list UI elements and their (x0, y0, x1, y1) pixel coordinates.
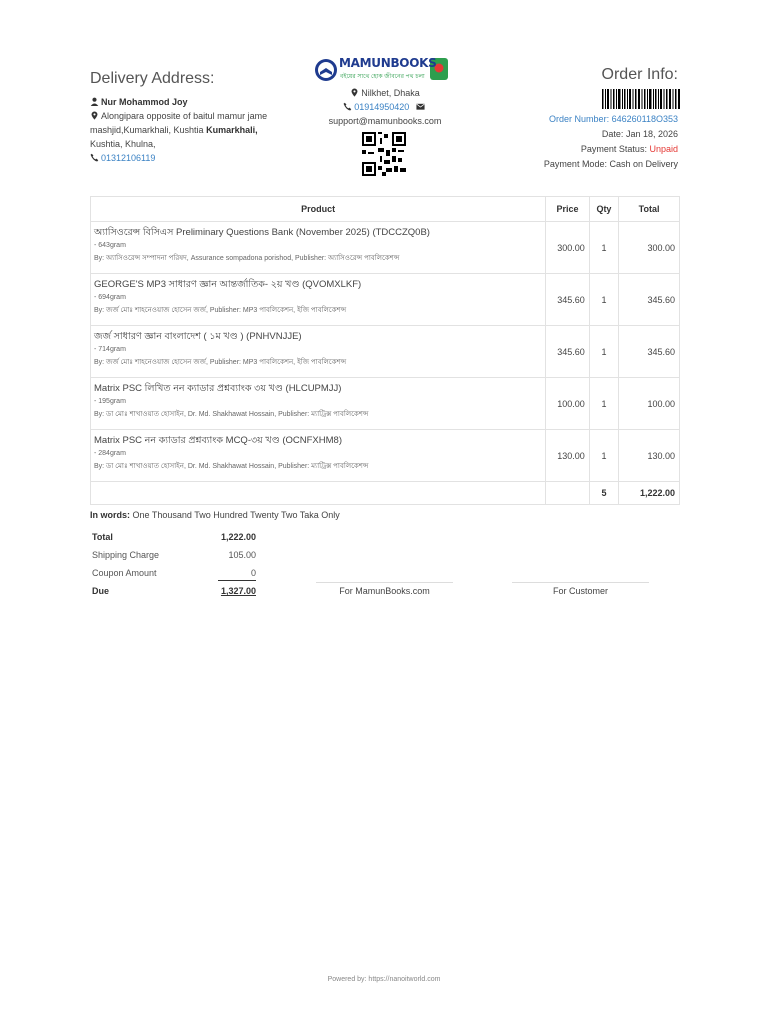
qty-cell: 1 (589, 274, 618, 326)
payment-status: Unpaid (649, 144, 678, 154)
total-value: 1,222.00 (220, 532, 256, 542)
qty-cell: 1 (589, 378, 618, 430)
store-phone: 01914950420 (354, 102, 410, 112)
product-title-en: (OCNFXHM8) (282, 435, 342, 446)
product-author: By: অ্যাসিওরেন্স সম্পাদনা পরিষদ, Assurance sompadona porishod, Publisher: অ্যাসিওরেন্স পাবলিকেশন্স (94, 255, 400, 262)
total-label: Total (92, 532, 113, 542)
qr-code (362, 132, 406, 176)
product-author: By: ডা মোঃ শাখাওয়াত হোসাইন, Dr. Md. Shakhawat Hossain, Publisher: ম্যাট্রিক্স পাবলিকেশন্স (94, 463, 369, 470)
in-words-label: In words: (90, 510, 130, 520)
shipping-value: 105.00 (228, 550, 256, 560)
product-weight: - 694gram (94, 294, 126, 301)
product-title-en: Preliminary Questions Bank (November 2025) (TDCCZQ0B) (176, 227, 430, 238)
total-cell: 300.00 (619, 222, 680, 274)
product-title-bn: Matrix PSC নন ক্যাডার প্রশ্নব্যাংক MCQ-৩য় খণ্ড (94, 435, 280, 446)
payment-status-line (478, 142, 678, 157)
store-logo-text: MAMUNBOOKS (339, 56, 437, 70)
phone-icon (90, 153, 99, 162)
total-cell: 130.00 (619, 430, 680, 482)
subtotal-divider (218, 580, 256, 581)
payment-mode-line (478, 157, 678, 172)
total-row (90, 528, 260, 546)
header-product: Product (91, 197, 546, 222)
price-cell: 345.60 (546, 326, 590, 378)
qty-cell: 1 (589, 326, 618, 378)
product-weight: - 643gram (94, 242, 126, 249)
delivery-address-block (90, 95, 290, 165)
customer-region: Kushtia, Khulna, (90, 139, 156, 149)
customer-signature-line (512, 582, 649, 583)
payment-mode-label: Payment Mode: (543, 159, 607, 169)
shipping-row (90, 546, 260, 564)
store-signature-line (316, 582, 453, 583)
product-author: By: জর্জ মোঃ শাহনেওয়াজ হোসেন জর্জ, Publisher: MP3 পাবলিকেশন, ইজি পাবলিকেশন্স (94, 307, 347, 314)
table-row (91, 326, 680, 378)
envelope-icon (416, 102, 425, 111)
table-row (91, 430, 680, 482)
order-number-line (478, 112, 678, 127)
summary-qty: 5 (589, 482, 618, 505)
qty-cell: 1 (589, 222, 618, 274)
product-cell (91, 222, 546, 274)
product-author: By: ডা মোঃ শাখাওয়াত হোসাইন, Dr. Md. Shakhawat Hossain, Publisher: ম্যাট্রিক্স পাবলিকেশন্স (94, 411, 369, 418)
map-marker-icon (90, 111, 99, 120)
items-table (90, 196, 680, 505)
customer-phone: 01312106119 (101, 153, 156, 163)
table-row (91, 222, 680, 274)
payment-mode: Cash on Delivery (609, 159, 678, 169)
header-total: Total (619, 197, 680, 222)
product-cell (91, 274, 546, 326)
store-logo (314, 54, 454, 86)
shipping-label: Shipping Charge (92, 550, 160, 560)
barcode (602, 89, 680, 109)
total-cell: 345.60 (619, 326, 680, 378)
table-summary-row (91, 482, 680, 505)
coupon-label: Coupon Amount (92, 568, 157, 578)
amount-in-words (90, 510, 340, 520)
order-number: 646260118O353 (611, 114, 678, 124)
order-info-title: Order Info: (601, 66, 678, 83)
product-cell (91, 326, 546, 378)
header-price: Price (546, 197, 590, 222)
summary-total: 1,222.00 (619, 482, 680, 505)
product-title-bn: Matrix PSC লিখিত নন ক্যাডার প্রশ্নব্যাংক ৩য় খণ্ড (94, 383, 283, 394)
qty-cell: 1 (589, 430, 618, 482)
store-signature-label: For MamunBooks.com (339, 586, 430, 596)
in-words-value: One Thousand Two Hundred Twenty Two Taka Only (132, 510, 340, 520)
order-info-block (478, 112, 678, 172)
product-weight: - 195gram (94, 398, 126, 405)
price-cell: 345.60 (546, 274, 590, 326)
order-date: Jan 18, 2026 (625, 129, 678, 139)
due-label: Due (92, 586, 110, 596)
product-title-bn: GEORGE'S MP3 সাধারণ জ্ঞান আন্তর্জাতিক- ২য় খণ্ড (94, 279, 300, 290)
customer-address-bold: Kumarkhali, (206, 125, 258, 135)
store-logo-tagline: বইয়ের সাথে হোক জীবনের পথ চলা (340, 74, 425, 80)
store-info (300, 86, 470, 128)
due-value: 1,327.00 (220, 586, 256, 596)
product-weight: - 284gram (94, 450, 126, 457)
price-cell: 300.00 (546, 222, 590, 274)
totals-block (90, 528, 260, 600)
summary-empty-cell (546, 482, 590, 505)
total-cell: 345.60 (619, 274, 680, 326)
store-location: Nilkhet, Dhaka (361, 88, 420, 98)
product-title-bn: জর্জ সাধারণ জ্ঞান বাংলাদেশ ( ১ম খণ্ড ) (94, 331, 244, 342)
product-title-en: (PNHVNJJE) (246, 331, 302, 342)
price-cell: 100.00 (546, 378, 590, 430)
customer-signature-label: For Customer (552, 586, 608, 596)
powered-by-footer: Powered by: https://nanoitworld.com (327, 976, 441, 983)
product-cell (91, 430, 546, 482)
table-row (91, 274, 680, 326)
product-title-en: (QVOMXLKF) (302, 279, 362, 290)
price-cell: 130.00 (546, 430, 590, 482)
user-icon (90, 97, 99, 106)
total-cell: 100.00 (619, 378, 680, 430)
product-title-en: (HLCUPMJJ) (285, 383, 342, 394)
product-title-bn: অ্যাসিওরেন্স বিসিএস (94, 227, 174, 238)
table-header-row (91, 197, 680, 222)
store-email: support@mamunbooks.com (328, 116, 442, 126)
product-author: By: জর্জ মোঃ শাহনেওয়াজ হোসেন জর্জ, Publisher: MP3 পাবলিকেশন, ইজি পাবলিকেশন্স (94, 359, 347, 366)
due-row (90, 582, 260, 600)
map-marker-icon (350, 88, 359, 97)
phone-icon (343, 102, 352, 111)
header-qty: Qty (589, 197, 618, 222)
customer-name: Nur Mohammod Joy (101, 97, 188, 107)
product-weight: - 714gram (94, 346, 126, 353)
table-row (91, 378, 680, 430)
order-date-label: Date: (601, 129, 624, 139)
product-cell (91, 378, 546, 430)
summary-empty-cell (91, 482, 546, 505)
customer-address: Alongipara opposite of baitul mamur jame mashjid,Kumarkhali, Kushtia (90, 111, 268, 135)
delivery-title: Delivery Address: (90, 70, 215, 87)
payment-status-label: Payment Status: (580, 144, 647, 154)
coupon-value: 0 (250, 568, 256, 578)
order-number-label: Order Number: (549, 114, 610, 124)
order-date-line (478, 127, 678, 142)
